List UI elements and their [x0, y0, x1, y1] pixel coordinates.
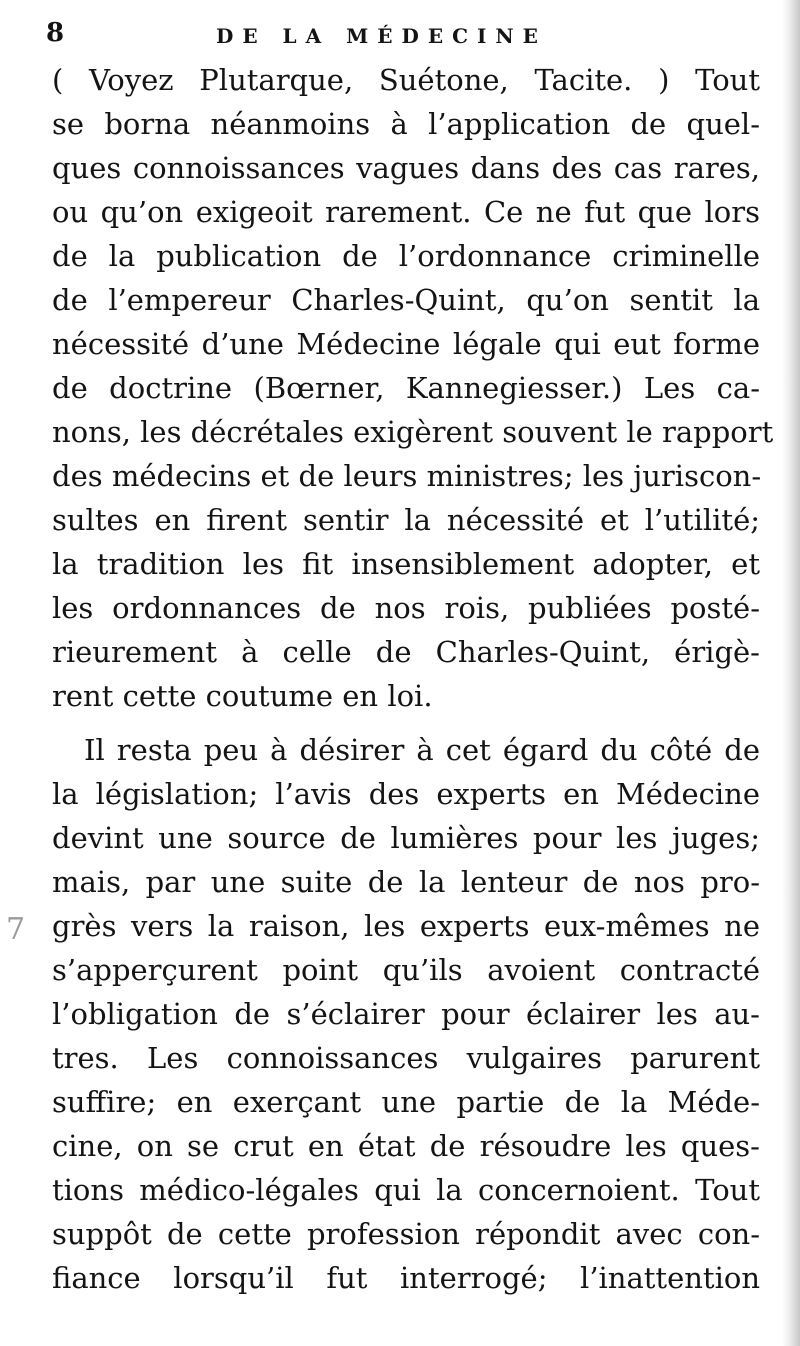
text-line: nécessité d’une Médecine légale qui eut forme [52, 327, 760, 361]
text-line: ( Voyez Plutarque, Suétone, Tacite. ) Tout [52, 63, 760, 97]
page-header [46, 18, 756, 54]
text-line: cine, on se crut en état de résoudre les ques- [52, 1129, 760, 1163]
text-line: rieurement à celle de Charles-Quint, érigè- [52, 635, 760, 669]
marginal-mark: 7 [6, 912, 26, 947]
paragraph-start-line: Il resta peu à désirer à cet égard du côté de [84, 733, 760, 767]
text-line: de l’empereur Charles-Quint, qu’on sentit la [52, 283, 760, 317]
paragraph-gap [52, 718, 760, 728]
text-line: de la publication de l’ordonnance criminelle [52, 239, 760, 273]
text-line: ques connoissances vagues dans des cas rares, [52, 151, 760, 185]
text-line: mais, par une suite de la lenteur de nos pro- [52, 865, 760, 899]
text-line: se borna néanmoins à l’application de quel- [52, 107, 760, 141]
text-line: nons, les décrétales exigèrent souvent le rapport [52, 415, 774, 449]
text-line: les ordonnances de nos rois, publiées posté- [52, 591, 760, 625]
text-line: l’obligation de s’éclairer pour éclairer les au- [52, 997, 760, 1031]
text-line: fiance lorsqu’il fut interrogé; l’inattention [52, 1261, 760, 1295]
running-head: DE LA MÉDECINE [216, 24, 547, 48]
page-number: 8 [46, 18, 65, 48]
text-line: des médecins et de leurs ministres; les juriscon- [52, 459, 762, 493]
body-text [52, 58, 774, 1300]
text-line: suppôt de cette profession répondit avec con- [52, 1217, 760, 1251]
page-edge-shadow [782, 0, 800, 1346]
text-line: la législation; l’avis des experts en Médecine [52, 777, 760, 811]
text-line: la tradition les fit insensiblement adopter, et [52, 547, 760, 581]
paragraph-end-line: rent cette coutume en loi. [52, 679, 433, 713]
text-line: ou qu’on exigeoit rarement. Ce ne fut que lors [52, 195, 760, 229]
text-line: s’apperçurent point qu’ils avoient contracté [52, 953, 760, 987]
text-line: tres. Les connoissances vulgaires parurent [52, 1041, 760, 1075]
text-line: suffire; en exerçant une partie de la Méde- [52, 1085, 760, 1119]
text-line: sultes en firent sentir la nécessité et l’utilité; [52, 503, 760, 537]
text-line: de doctrine (Bœrner, Kannegiesser.) Les ca- [52, 371, 760, 405]
text-line: devint une source de lumières pour les juges; [52, 821, 760, 855]
text-line: grès vers la raison, les experts eux-mêmes ne [52, 909, 760, 943]
text-line: tions médico-légales qui la concernoient. Tout [52, 1173, 760, 1207]
